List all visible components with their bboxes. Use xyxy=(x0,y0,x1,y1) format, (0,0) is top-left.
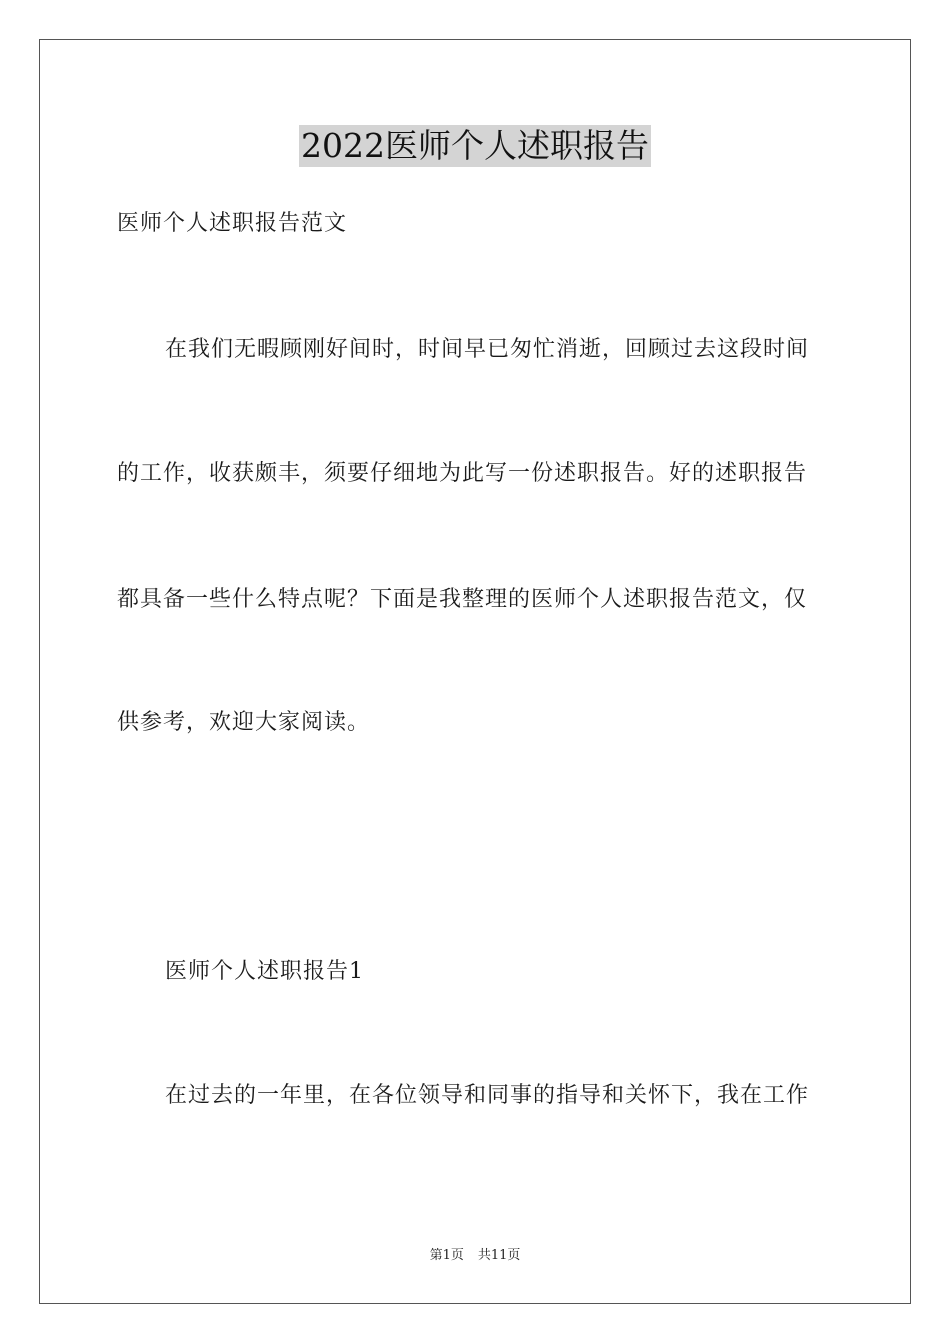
intro-line: 供参考，欢迎大家阅读。 xyxy=(117,710,371,735)
title-container xyxy=(0,125,950,167)
page-footer xyxy=(0,1247,950,1265)
section-heading: 医师个人述职报告1 xyxy=(165,959,364,984)
page-number: 第1页 xyxy=(429,1248,464,1263)
page-total: 共11页 xyxy=(477,1248,521,1263)
intro-line: 在我们无暇顾刚好间时，时间早已匆忙消逝，回顾过去这段时间 xyxy=(165,337,810,362)
document-title: 2022医师个人述职报告 xyxy=(301,126,649,165)
section-line: 在过去的一年里，在各位领导和同事的指导和关怀下，我在工作 xyxy=(165,1083,810,1108)
intro-line: 都具备一些什么特点呢？下面是我整理的医师个人述职报告范文，仅 xyxy=(117,587,808,612)
document-subtitle: 医师个人述职报告范文 xyxy=(117,211,348,236)
intro-line: 的工作，收获颇丰，须要仔细地为此写一份述职报告。好的述职报告 xyxy=(117,461,808,486)
